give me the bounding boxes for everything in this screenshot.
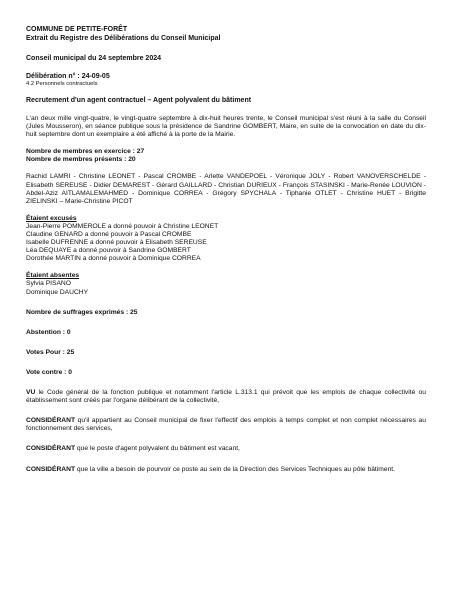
votes-expressed: Nombre de suffrages exprimés : 25 bbox=[26, 308, 138, 316]
recital-lead: CONSIDÉRANT bbox=[26, 445, 76, 453]
recital-text: le Code général de la fonction publique et notamment l'article L.313.1 qui prévoit que les emplois de chaque collectivité ou établissement sont créés par l'organe délibérant de la collectivité, bbox=[26, 389, 426, 405]
excused-title: Étaient excusés bbox=[26, 214, 77, 222]
recital-text: que la ville a besoin de pourvoir ce poste au sein de la Direction des Services Techniques au pôle bâtiment. bbox=[75, 465, 396, 473]
deliberation-category: 4.2 Personnels contractuels bbox=[26, 81, 98, 88]
recital-considerant-effectif bbox=[26, 417, 426, 433]
intro-paragraph: L'an deux mille vingt-quatre, le vingt-quatre septembre à dix-huit heures trente, le Conseil municipal s'est réuni à la salle du Conseil (Jules Mousseron), en séance publique sous la présidence de Sandrine GOMBERT, Maire, en suite de la convocation en date du dix-huit septembre dont un exemplaire a été affiché à la porte de la Mairie. bbox=[26, 114, 426, 139]
excused-item: Jean-Pierre POMMEROLE a donné pouvoir à Christine LEONET bbox=[26, 222, 219, 230]
session-title: Conseil municipal du 24 septembre 2024 bbox=[26, 55, 161, 63]
votes-for: Votes Pour : 25 bbox=[26, 348, 75, 356]
excused-list bbox=[26, 223, 426, 263]
recital-considerant-besoin bbox=[26, 466, 426, 474]
members-present-list: Rachid LAMRI - Christine LEONET - Pascal CROMBE - Arlette VANDEPOEL - Véronique JOLY - Robert VANOVERSCHELDE - Elisabeth SEREUSE - Didier DEMAREST - Gérard GAILLARD - Christian DURIEUX - François STASINSKI - Marie-Renée LOUVION - Abdel-Aziz AITLAMALEMAHMED - Dominique CORREA - Grégory SPYCHALA - Tiphanie OTLET - Christine HUET - Brigitte ZIELINSKI – Marie-Christine PICOT bbox=[26, 173, 426, 205]
register-extract-title: Extrait du Registre des Délibérations du Conseil Municipal bbox=[26, 34, 221, 42]
absent-item: Sylvia PISANO bbox=[26, 280, 71, 288]
recital-text: que le poste d'agent polyvalent du bâtiment est vacant, bbox=[75, 445, 240, 453]
deliberation-number: Délibération n° : 24-09-05 bbox=[26, 72, 110, 80]
deliberation-document bbox=[26, 26, 426, 474]
excused-item: Léa DEQUAYE a donné pouvoir à Sandrine GOMBERT bbox=[26, 247, 191, 255]
members-in-office: Nombre de membres en exercice : 27 bbox=[26, 148, 145, 156]
recital-lead: CONSIDÉRANT bbox=[26, 465, 76, 473]
absent-list bbox=[26, 280, 426, 296]
members-present-count: Nombre de membres présents : 20 bbox=[26, 156, 136, 164]
recital-text: qu'il appartient au Conseil municipal de fixer l'effectif des emplois à temps complet et non complet nécessaires au fonctionnement des services, bbox=[26, 417, 426, 433]
absent-item: Dominique DAUCHY bbox=[26, 288, 89, 296]
absent-title: Étaient absentes bbox=[26, 272, 80, 280]
recital-lead: CONSIDÉRANT bbox=[26, 417, 76, 425]
excused-item: Dorothée MARTIN a donné pouvoir à Dominique CORREA bbox=[26, 255, 201, 263]
deliberation-subject: Recrutement d'un agent contractuel – Agent polyvalent du bâtiment bbox=[26, 97, 252, 105]
excused-item: Isabelle DUFRENNE a donné pouvoir à Elisabeth SEREUSE bbox=[26, 239, 207, 247]
votes-abstention: Abstention : 0 bbox=[26, 328, 71, 336]
recital-lead: VU bbox=[26, 389, 36, 397]
excused-item: Claudine GENARD a donné pouvoir à Pascal CROMBE bbox=[26, 231, 192, 238]
commune-name: COMMUNE DE PETITE-FORÊT bbox=[26, 26, 128, 33]
recital-vu bbox=[26, 389, 426, 405]
votes-against: Vote contre : 0 bbox=[26, 368, 72, 376]
recital-considerant-vacant bbox=[26, 445, 426, 453]
